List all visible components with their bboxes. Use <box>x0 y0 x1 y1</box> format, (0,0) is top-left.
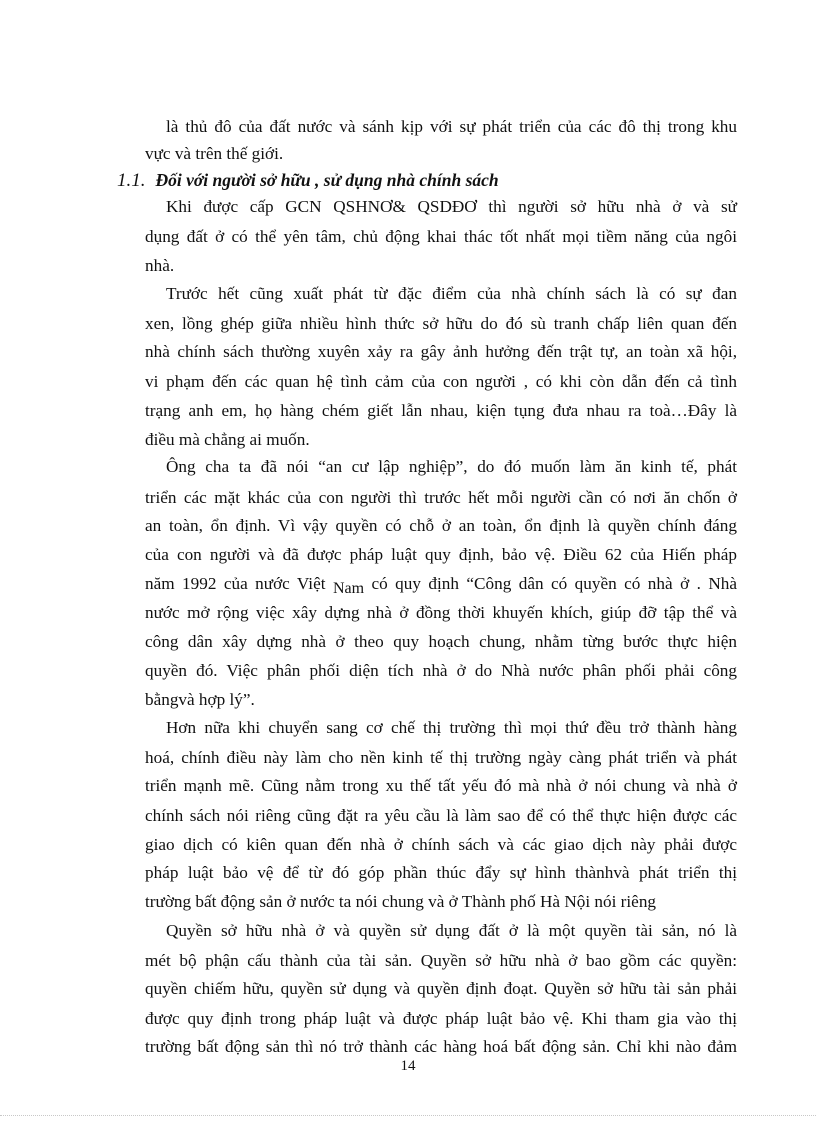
text-line: an toàn, ổn định. Vì vậy quyền có chỗ ở an toàn, ổn định là quyền chính đáng <box>145 516 737 535</box>
section-number: 1.1. <box>117 170 146 191</box>
text-line: của con người và đã được pháp luật quy định, bảo vệ. Điều 62 của Hiến pháp <box>145 545 737 564</box>
text-line: bằngvà hợp lý”. <box>145 690 255 709</box>
text-line: công dân xây dựng nhà ở theo quy hoạch chung, nhằm từng bước thực hiện <box>145 632 737 651</box>
text-line: điều mà chẳng ai muốn. <box>145 430 310 449</box>
text-line: pháp luật bảo vệ để từ đó góp phần thúc đẩy sự hình thànhvà phát triển thị <box>145 863 737 882</box>
text-line: quyền đó. Việc phân phối diện tích nhà ở do Nhà nước phân phối phải công <box>145 661 737 680</box>
text-line: vi phạm đến các quan hệ tình cảm của con người , có khi còn dẫn đến cả tình <box>145 372 737 391</box>
page-border-dotted <box>0 1115 816 1116</box>
text-fragment: năm 1992 của nước Việt <box>145 574 326 593</box>
text-line: Quyền sở hữu nhà ở và quyền sử dụng đất ở là một quyền tài sản, nó là <box>166 921 737 940</box>
page-number: 14 <box>400 1058 416 1074</box>
text-line: hoá, chính điều này làm cho nền kinh tế thị trường ngày càng phát triển và phát <box>145 748 737 767</box>
text-line: giao dịch có kiên quan đến nhà ở chính sách và các giao dịch này phải được <box>145 835 737 854</box>
text-line: nhà chính sách thường xuyên xảy ra gây ảnh hưởng đến trật tự, an toàn xã hội, <box>145 342 737 361</box>
text-line: triển các mặt khác của con người thì trước hết mỗi người cần có nơi ăn chốn ở <box>145 488 737 507</box>
text-line: trạng anh em, họ hàng chém giết lẫn nhau, kiện tụng đưa nhau ra toà…Đây là <box>145 401 737 420</box>
text-line: trường bất động sản thì nó trở thành các hàng hoá bất động sản. Chỉ khi nào đảm <box>145 1037 737 1056</box>
text-line: triển mạnh mẽ. Cũng nằm trong xu thế tất yếu đó mà nhà ở nói chung và nhà ở <box>145 776 737 795</box>
text-fragment: có quy định “Công dân có quyền có nhà ở . Nhà <box>371 574 737 593</box>
text-line: Hơn nữa khi chuyển sang cơ chế thị trường thì mọi thứ đều trở thành hàng <box>166 718 737 737</box>
text-line: quyền chiếm hữu, quyền sử dụng và quyền định đoạt. Quyền sở hữu tài sản phải <box>145 979 737 998</box>
subscript-word: Nam <box>332 580 365 597</box>
section-title: Đối với người sở hữu , sử dụng nhà chính sách <box>155 170 499 190</box>
text-line: Trước hết cũng xuất phát từ đặc điểm của nhà chính sách là có sự đan <box>166 284 737 303</box>
section-heading <box>117 170 499 192</box>
text-line: vực và trên thế giới. <box>145 144 284 163</box>
text-line: trường bất động sản ở nước ta nói chung và ở Thành phố Hà Nội nói riêng <box>145 892 657 911</box>
text-line: Ông cha ta đã nói “an cư lập nghiệp”, do đó muốn làm ăn kinh tế, phát <box>166 457 737 476</box>
text-line: nước mở rộng việc xây dựng nhà ở đồng thời khuyến khích, giúp đỡ tập thể và <box>145 603 737 622</box>
text-line: xen, lồng ghép giữa nhiều hình thức sở hữu do đó sù tranh chấp liên quan đến <box>145 314 737 333</box>
text-line: dụng đất ở có thể yên tâm, chủ động khai thác tốt nhất mọi tiềm năng của ngôi <box>145 227 737 246</box>
text-line: chính sách nói riêng cũng đặt ra yêu cầu là làm sao để có thể thực hiện được các <box>145 806 737 825</box>
text-line: nhà. <box>145 256 175 275</box>
text-line-with-subscript <box>145 574 737 595</box>
text-line: được quy định trong pháp luật và được pháp luật bảo vệ. Khi tham gia vào thị <box>145 1009 737 1028</box>
text-line: mét bộ phận cấu thành của tài sản. Quyền sở hữu nhà ở bao gồm các quyền: <box>145 951 737 970</box>
text-line: Khi được cấp GCN QSHNƠ& QSDĐƠ thì người sở hữu nhà ở và sử <box>166 197 737 216</box>
text-line: là thủ đô của đất nước và sánh kịp với sự phát triển của các đô thị trong khu <box>166 117 737 136</box>
